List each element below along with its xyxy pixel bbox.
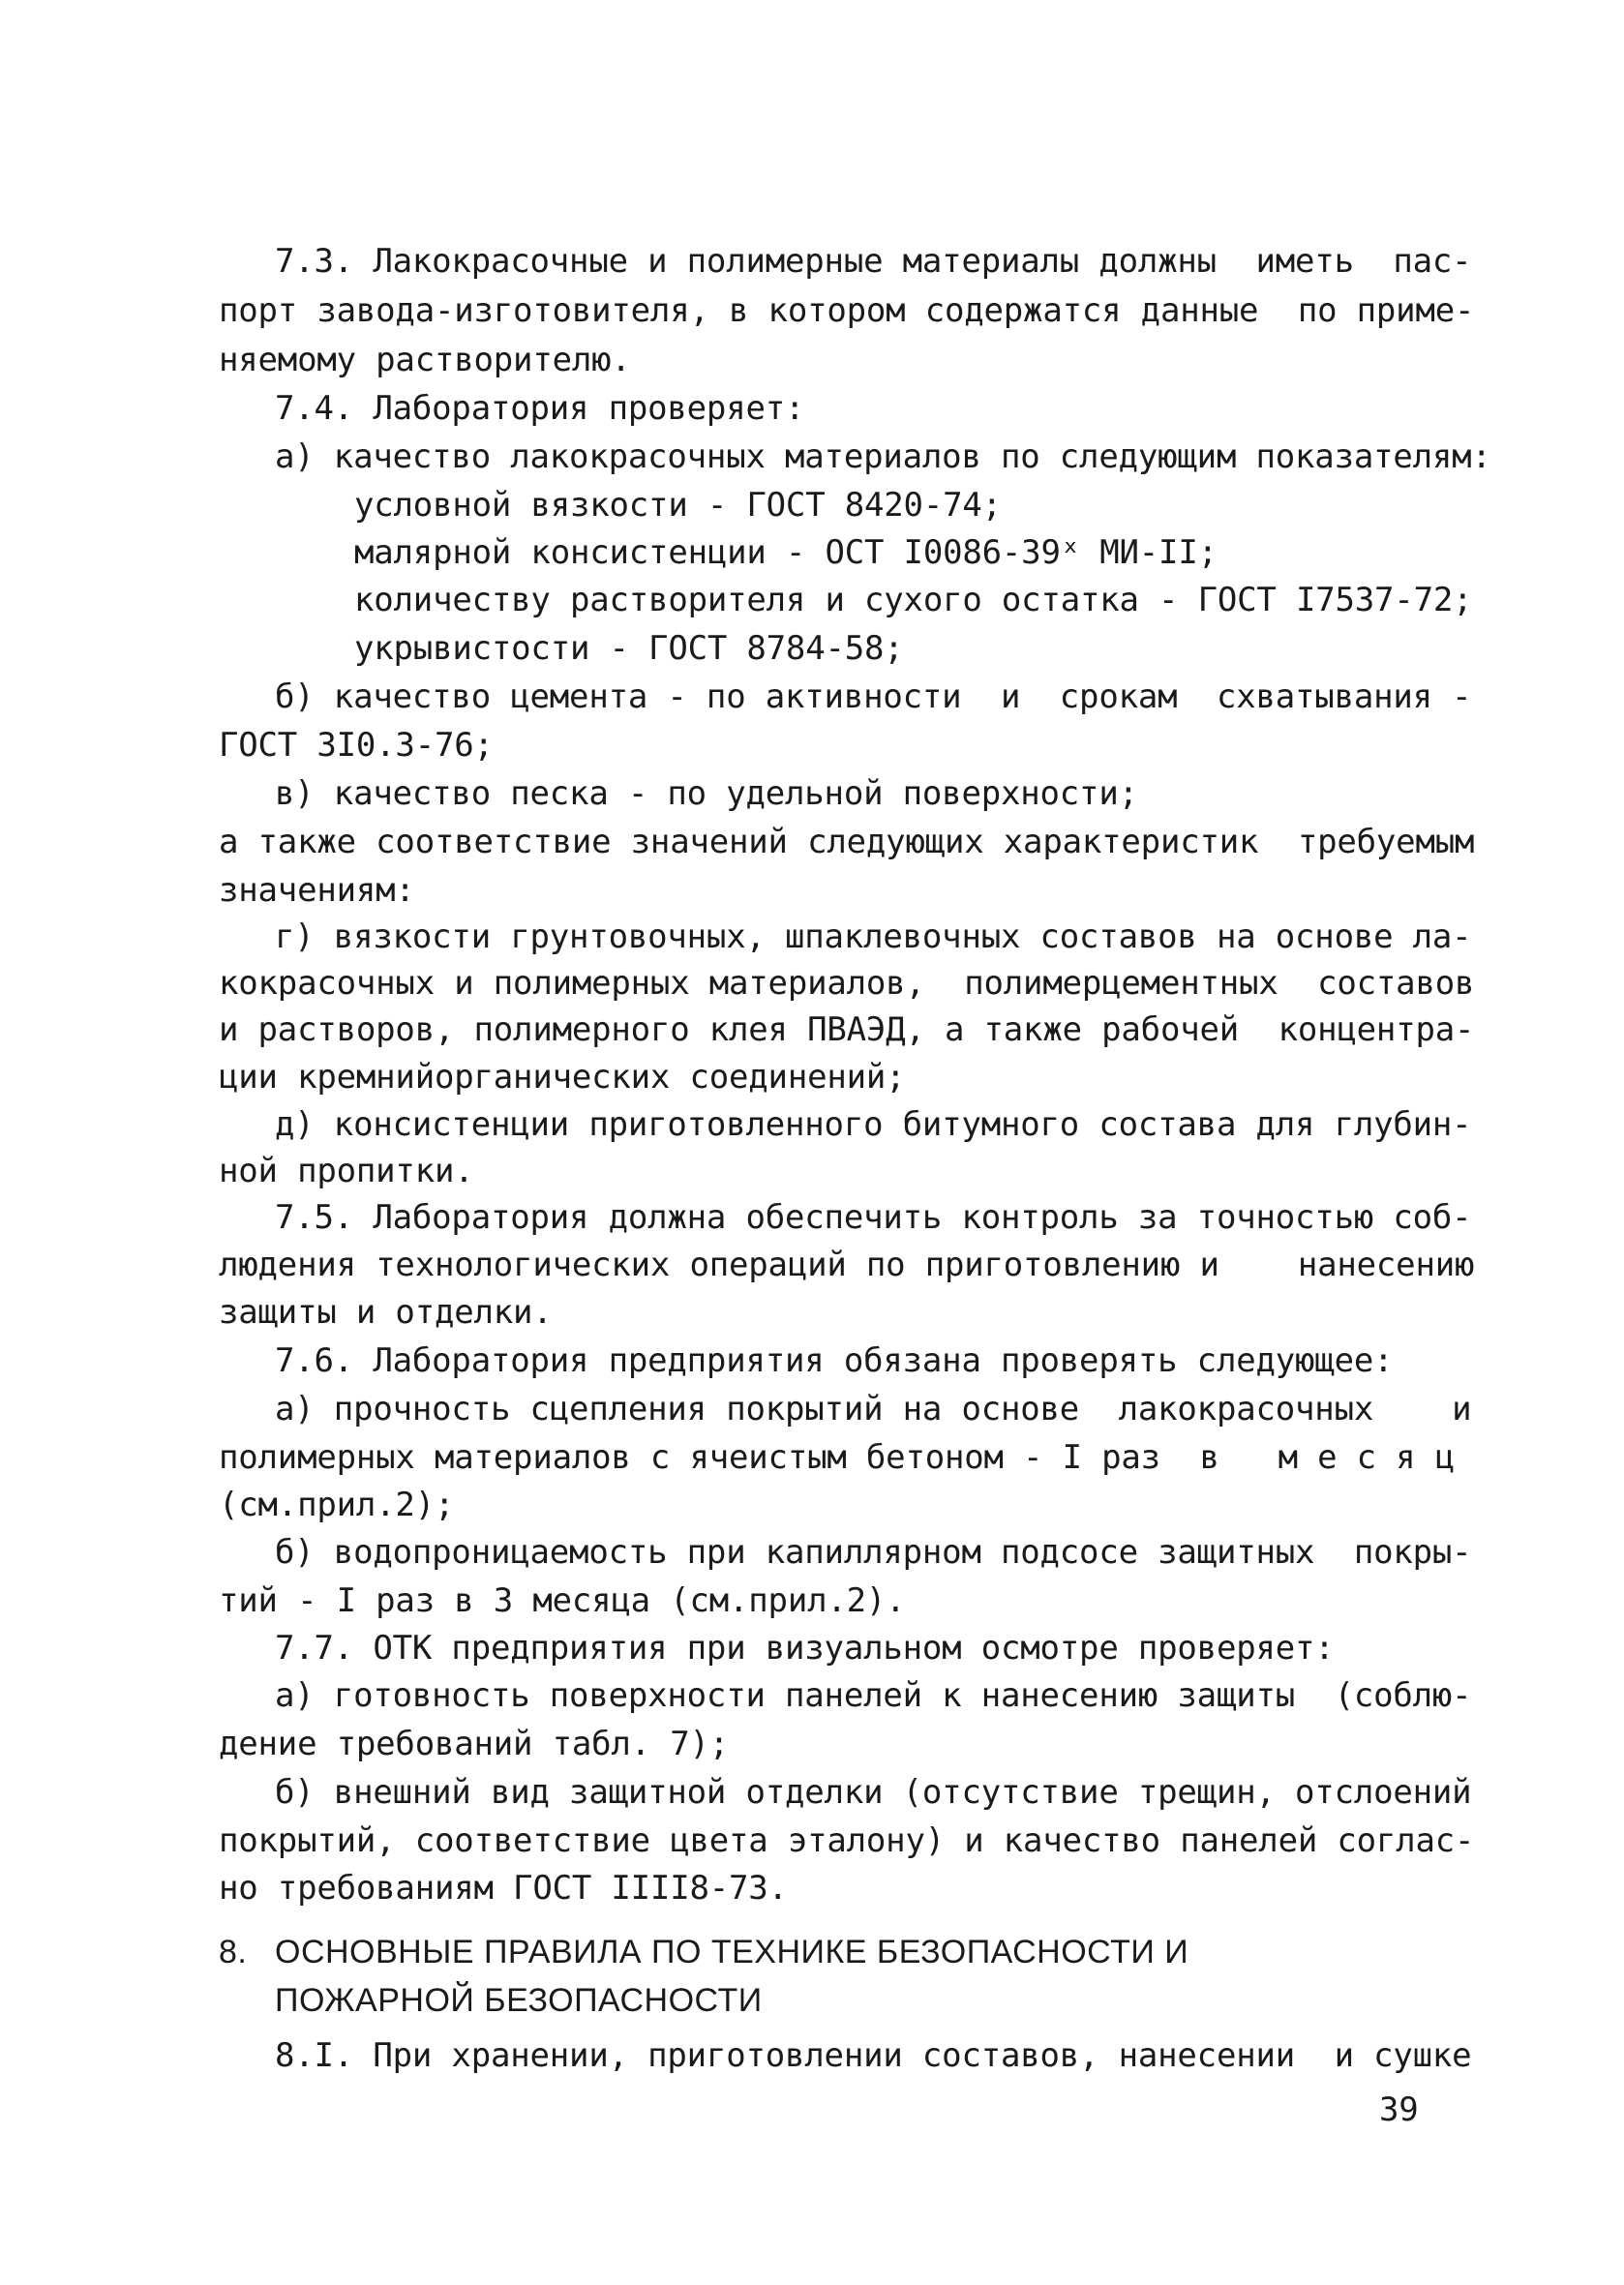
text-line: в) качество песка - по удельной поверхности;	[275, 774, 1138, 813]
section-heading-line-1: ОСНОВНЫЕ ПРАВИЛА ПО ТЕХНИКЕ БЕЗОПАСНОСТИ И	[275, 1934, 1189, 1970]
text-line: кокрасочных и полимерных материалов, полимерцементных составов	[219, 964, 1475, 1003]
text-line: значениям:	[219, 871, 415, 910]
text-line: тий - I раз в 3 месяца (см.прил.2).	[219, 1581, 906, 1620]
text-line: 7.4. Лаборатория проверяет:	[275, 389, 805, 428]
text-line: укрывистости - ГОСТ 8784-58;	[354, 629, 904, 668]
text-line: и растворов, полимерного клея ПВАЭД, а также рабочей концентра-	[219, 1010, 1475, 1049]
text-line: а) прочность сцепления покрытий на основе лакокрасочных и	[275, 1390, 1472, 1428]
section-heading-number: 8.	[219, 1934, 248, 1970]
text-line: количеству растворителя и сухого остатка - ГОСТ I7537-72;	[354, 581, 1473, 619]
text-line: 8.I. При хранении, приготовлении составов, нанесении и сушке	[275, 2036, 1472, 2075]
text-line: условной вязкости - ГОСТ 8420-74;	[354, 486, 1002, 525]
text-line: б) качество цемента - по активности и срокам схватывания -	[275, 677, 1472, 716]
section-heading-line-2: ПОЖАРНОЙ БЕЗОПАСНОСТИ	[275, 1982, 763, 2019]
text-line: а также соответствие значений следующих характеристик требуемым	[219, 823, 1475, 861]
text-line: но требованиям ГОСТ IIII8-73.	[219, 1869, 788, 1908]
text-line: няемому растворителю.	[219, 341, 631, 379]
text-line: 7.6. Лаборатория предприятия обязана проверять следующее:	[275, 1341, 1394, 1380]
text-line: ГОСТ 3I0.3-76;	[219, 726, 494, 765]
text-line: 7.5. Лаборатория должна обеспечить контроль за точностью соб-	[275, 1198, 1472, 1237]
text-line: б) водопроницаемость при капиллярном подсосе защитных покры-	[275, 1533, 1472, 1572]
text-line: людения технологических операций по приготовлению и нанесению	[219, 1246, 1475, 1284]
text-line: 7.3. Лакокрасочные и полимерные материалы должны иметь пас-	[275, 242, 1472, 281]
text-line: полимерных материалов с ячеистым бетоном - I раз в м е с я ц	[219, 1438, 1455, 1477]
page-number: 39	[1379, 2090, 1419, 2129]
text-line: дение требований табл. 7);	[219, 1725, 730, 1763]
text-line: защиты и отделки.	[219, 1293, 553, 1332]
text-line: б) внешний вид защитной отделки (отсутствие трещин, отслоений	[275, 1773, 1472, 1812]
text-line: 7.7. ОТК предприятия при визуальном осмотре проверяет:	[275, 1629, 1335, 1668]
text-line: малярной консистенции - ОСТ I0086-39ˣ МИ-II;	[354, 533, 1218, 572]
text-line: а) качество лакокрасочных материалов по следующим показателям:	[275, 437, 1491, 476]
text-line: покрытий, соответствие цвета эталону) и качество панелей соглас-	[219, 1821, 1475, 1860]
text-line: ции кремнийорганических соединений;	[219, 1058, 906, 1097]
text-line: ной пропитки.	[219, 1152, 474, 1190]
text-line: а) готовность поверхности панелей к нанесению защиты (соблю-	[275, 1676, 1472, 1715]
text-line: д) консистенции приготовленного битумного состава для глубин-	[275, 1105, 1472, 1144]
text-line: г) вязкости грунтовочных, шпаклевочных составов на основе ла-	[275, 917, 1472, 956]
text-line: порт завода-изготовителя, в котором содержатся данные по приме-	[219, 291, 1475, 330]
text-line: (см.прил.2);	[219, 1486, 455, 1524]
